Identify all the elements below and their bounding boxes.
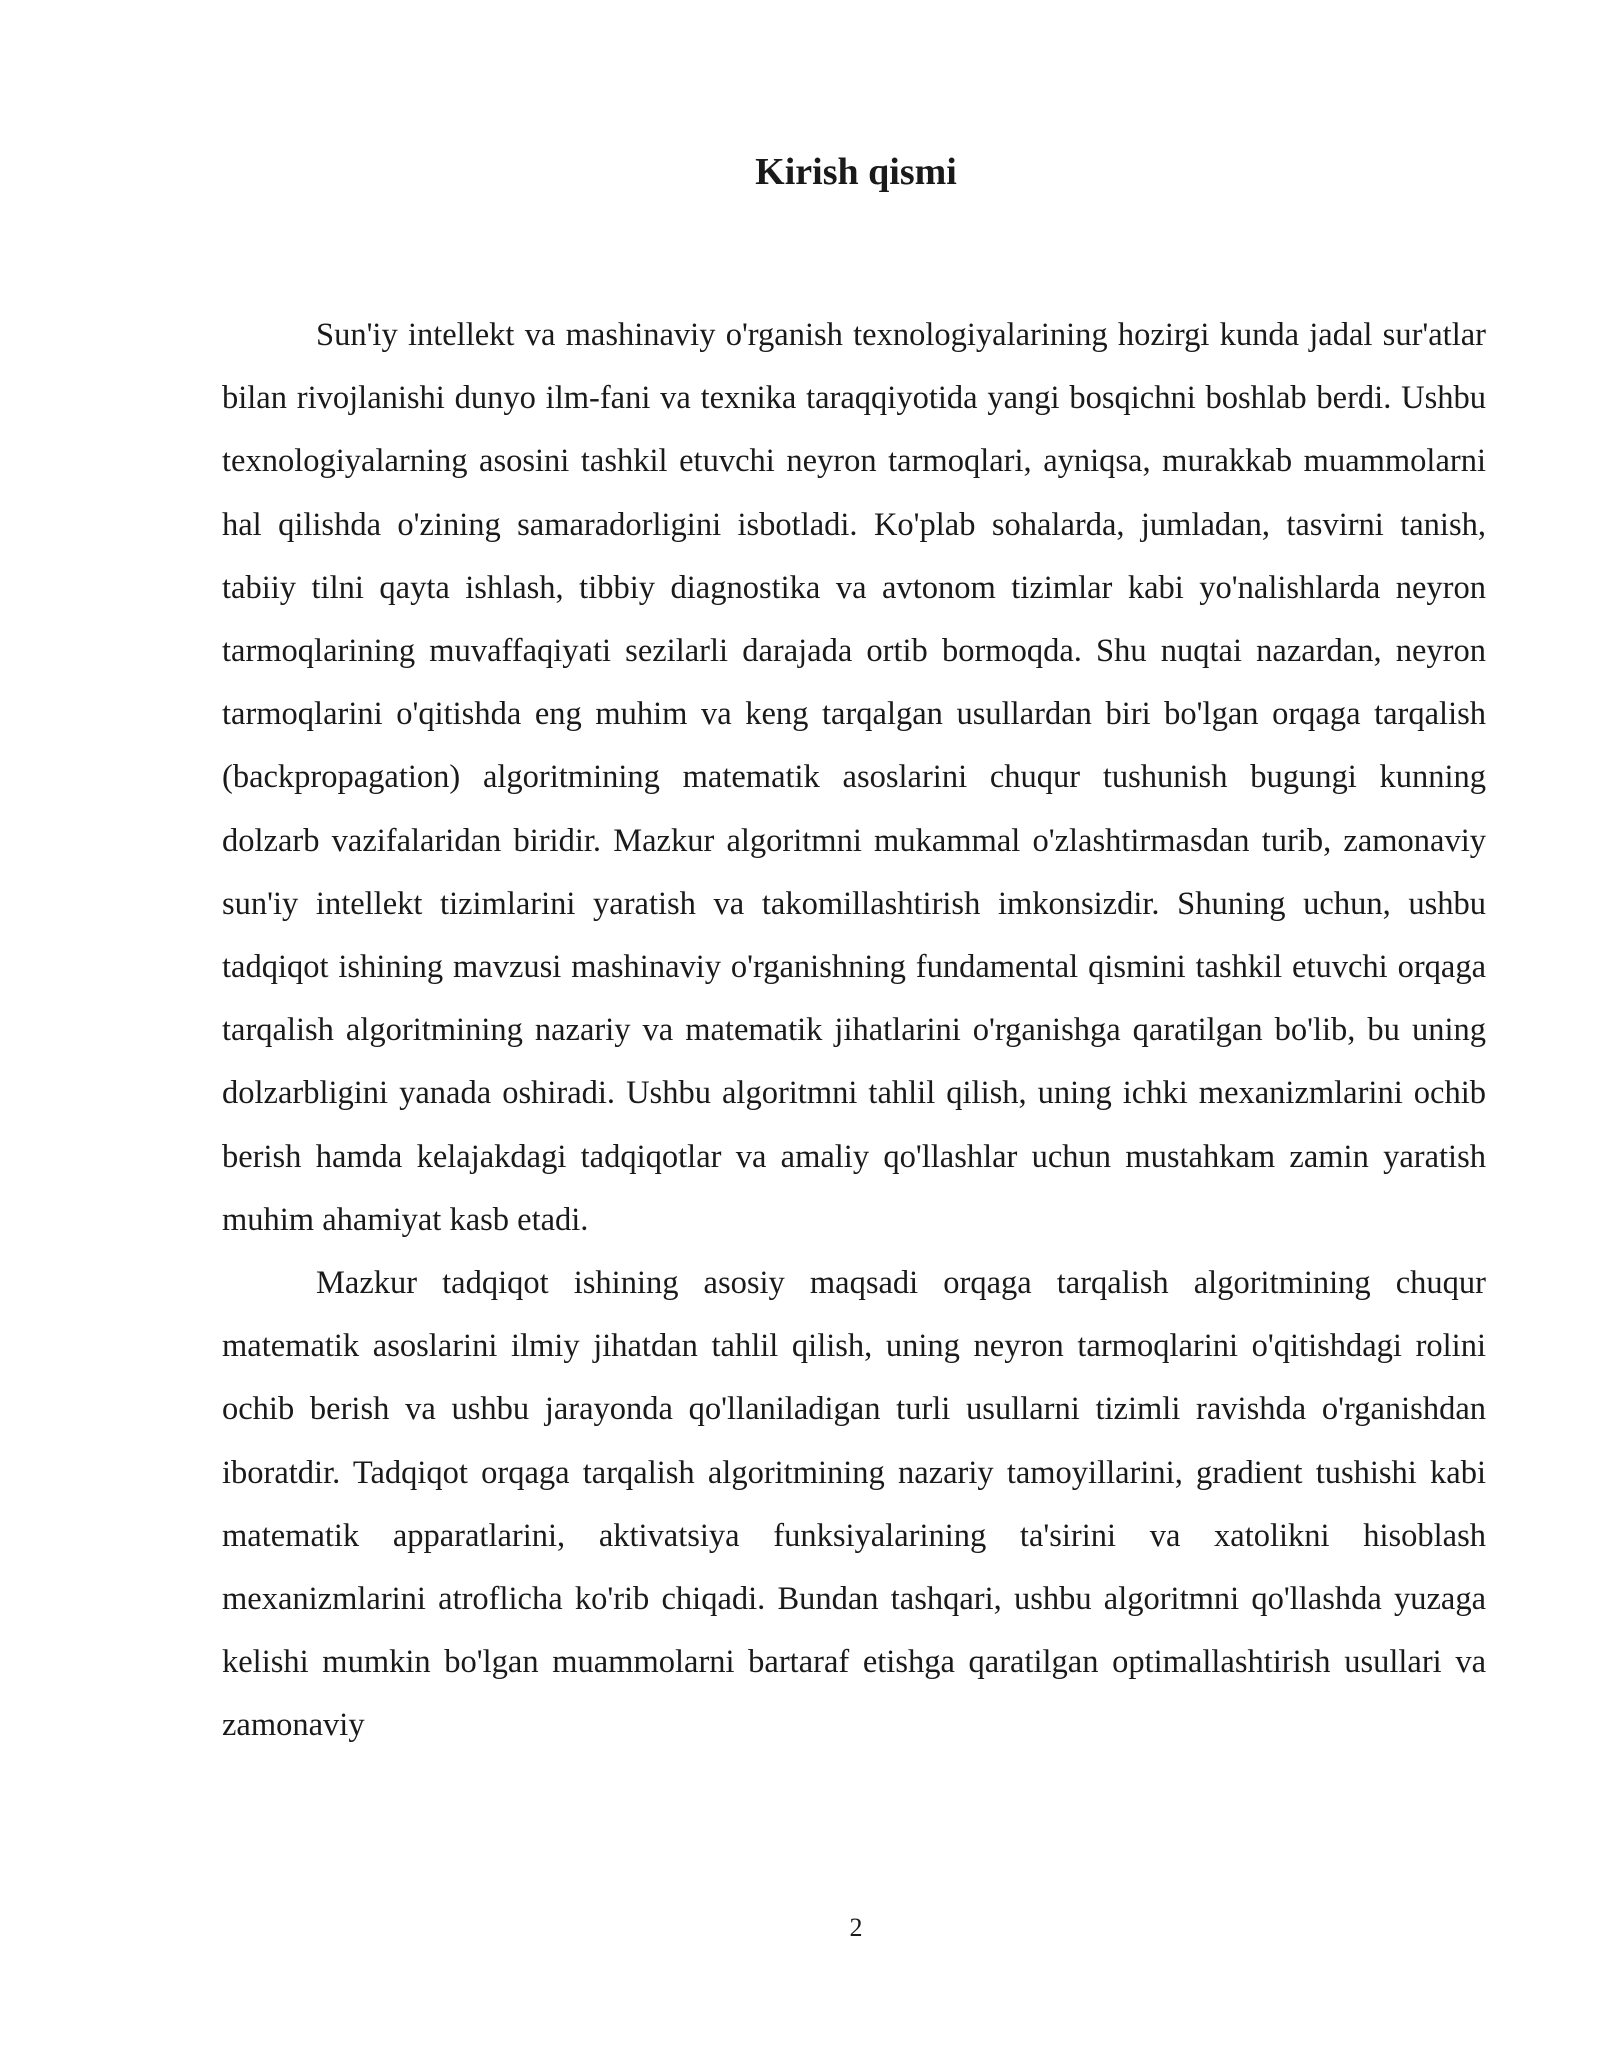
paragraph-intro: Sun'iy intellekt va mashinaviy o'rganish texnologiyalarining hozirgi kunda jadal sur'atlar bilan rivojlanishi dunyo ilm-fani va texnika taraqqiyotida yangi bosqichni boshlab berdi. Ushbu texnologiyalarning asosini tashkil etuvchi neyron tarmoqlari, ayniqsa, murakkab muammolarni hal qilishda o'zining samaradorligini isbotladi. Ko'plab sohalarda, jumladan, tasvirni tanish, tabiiy tilni qayta ishlash, tibbiy diagnostika va avtonom tizimlar kabi yo'nalishlarda neyron tarmoqlarining muvaffaqiyati sezilarli darajada ortib bormoqda. Shu nuqtai nazardan, neyron tarmoqlarini o'qitishda eng muhim va keng tarqalgan usullardan biri bo'lgan orqaga tarqalish (backpropagation) algoritmining matematik asoslarini chuqur tushunish bugungi kunning dolzarb vazifalaridan biridir. Mazkur algoritmni mukammal o'zlashtirmasdan turib, zamonaviy sun'iy intellekt tizimlarini yaratish va takomillashtirish imkonsizdir. Shuning uchun, ushbu tadqiqot ishining mavzusi mashinaviy o'rganishning fundamental qismini tashkil etuvchi orqaga tarqalish algoritmining nazariy va matematik jihatlarini o'rganishga qaratilgan bo'lib, bu uning dolzarbligini yanada oshiradi. Ushbu algoritmni tahlil qilish, uning ichki mexanizmlarini ochib berish hamda kelajakdagi tadqiqotlar va amaliy qo'llashlar uchun mustahkam zamin yaratish muhim ahamiyat kasb etadi. (222, 317, 1486, 1238)
paragraph-goal: Mazkur tadqiqot ishining asosiy maqsadi orqaga tarqalish algoritmining chuqur matematik asoslarini ilmiy jihatdan tahlil qilish, uning neyron tarmoqlarini o'qitishdagi rolini ochib berish va ushbu jarayonda qo'llaniladigan turli usullarni tizimli ravishda o'rganishdan iboratdir. Tadqiqot orqaga tarqalish algoritmining nazariy tamoyillarini, gradient tushishi kabi matematik apparatlarini, aktivatsiya funksiyalarining ta'sirini va xatolikni hisoblash mexanizmlarini atroflicha ko'rib chiqadi. Bundan tashqari, ushbu algoritmni qo'llashda yuzaga kelishi mumkin bo'lgan muammolarni bartaraf etishga qaratilgan optimallashtirish usullari va zamonaviy (222, 1265, 1486, 1744)
page-title: Kirish qismi (755, 151, 957, 193)
page-number: 2 (849, 1913, 863, 1942)
body-text (222, 304, 1486, 1758)
